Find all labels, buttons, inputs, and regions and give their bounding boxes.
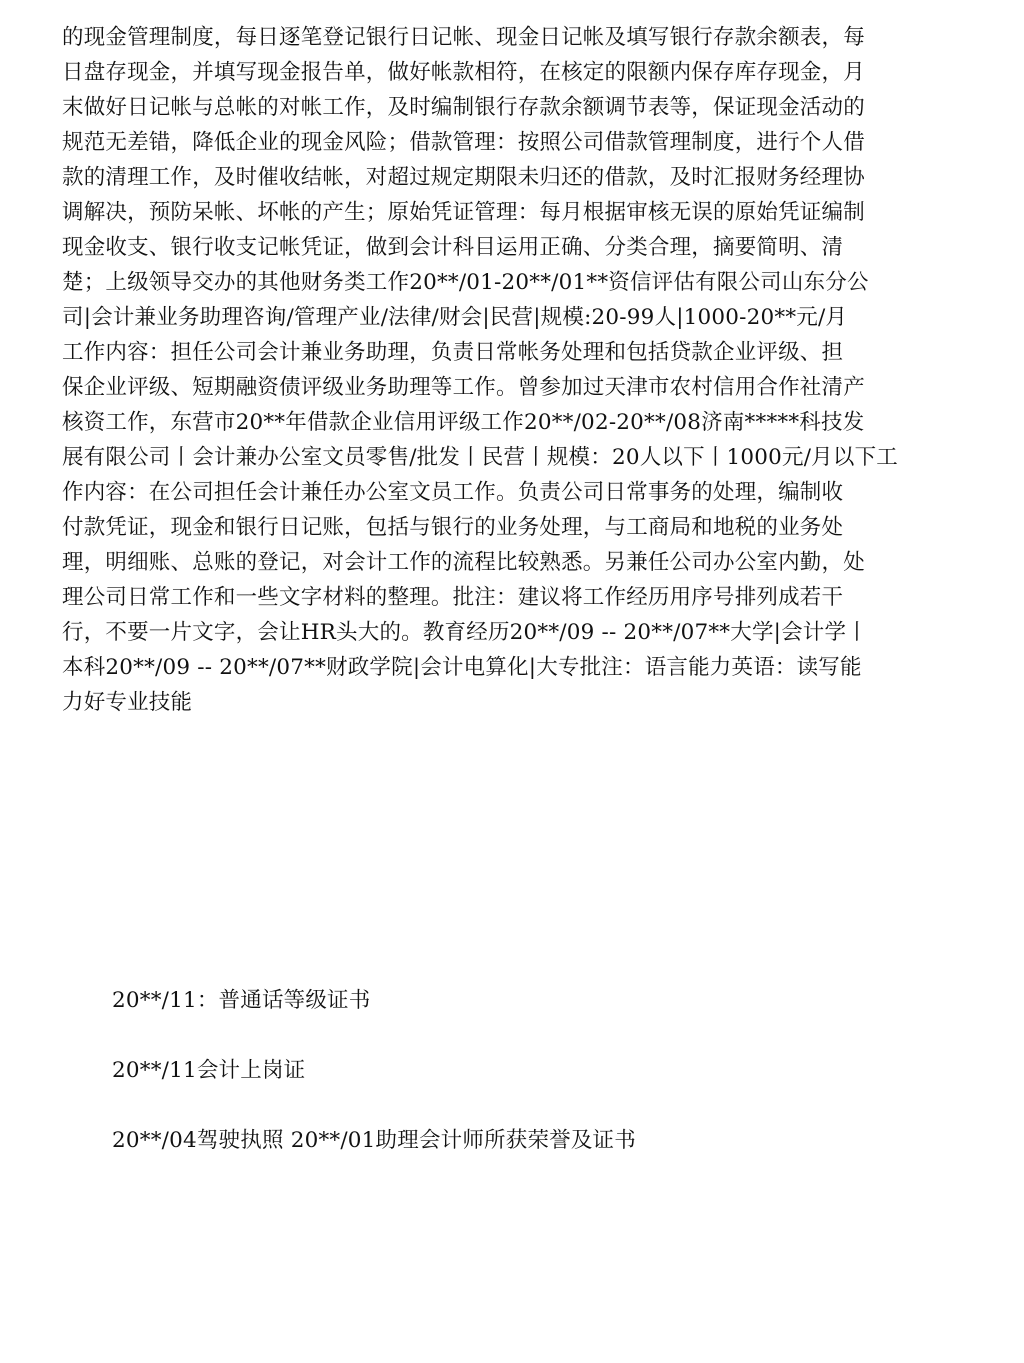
- body-line: 行，不要一片文字，会让HR头大的。教育经历20**/09 -- 20**/07**大学|会计学丨: [62, 620, 868, 645]
- body-line: 核资工作，东营市20**年借款企业信用评级工作20**/02-20**/08济南*****科技发: [62, 410, 865, 435]
- body-line: 现金收支、银行收支记帐凭证，做到会计科目运用正确、分类合理，摘要简明、清: [62, 235, 844, 260]
- certificate-item: 20**/11：普通话等级证书: [112, 988, 371, 1013]
- body-line: 的现金管理制度，每日逐笔登记银行日记帐、现金日记帐及填写银行存款余额表，每: [62, 25, 865, 50]
- body-paragraph: [62, 20, 962, 720]
- body-line: 展有限公司丨会计兼办公室文员零售/批发丨民营丨规模：20人以下丨1000元/月以下工: [62, 445, 898, 470]
- body-line: 本科20**/09 -- 20**/07**财政学院|会计电算化|大专批注：语言能力英语：读写能: [62, 655, 862, 680]
- body-line: 日盘存现金，并填写现金报告单，做好帐款相符，在核定的限额内保存库存现金，月: [62, 60, 865, 85]
- body-line: 理，明细账、总账的登记，对会计工作的流程比较熟悉。另兼任公司办公室内勤，处: [62, 550, 865, 575]
- body-line: 楚；上级领导交办的其他财务类工作20**/01-20**/01**资信评估有限公司山东分公: [62, 270, 869, 295]
- body-line: 款的清理工作，及时催收结帐，对超过规定期限未归还的借款，及时汇报财务经理协: [62, 165, 865, 190]
- body-line: 付款凭证，现金和银行日记账，包括与银行的业务处理，与工商局和地税的业务处: [62, 515, 844, 540]
- body-line: 末做好日记帐与总帐的对帐工作，及时编制银行存款余额调节表等，保证现金活动的: [62, 95, 865, 120]
- body-line: 作内容：在公司担任会计兼任办公室文员工作。负责公司日常事务的处理，编制收: [62, 480, 844, 505]
- certificate-item: 20**/11会计上岗证: [112, 1058, 306, 1083]
- body-line: 司|会计兼业务助理咨询/管理产业/法律/财会|民营|规模:20-99人|1000-20**元/月: [62, 305, 848, 330]
- body-line: 力好专业技能: [62, 690, 193, 715]
- body-line: 理公司日常工作和一些文字材料的整理。批注：建议将工作经历用序号排列成若干: [62, 585, 844, 610]
- body-line: 调解决，预防呆帐、坏帐的产生；原始凭证管理：每月根据审核无误的原始凭证编制: [62, 200, 865, 225]
- body-line: 工作内容：担任公司会计兼业务助理，负责日常帐务处理和包括贷款企业评级、担: [62, 340, 844, 365]
- certificate-list: [112, 983, 972, 1193]
- body-line: 规范无差错，降低企业的现金风险；借款管理：按照公司借款管理制度，进行个人借: [62, 130, 865, 155]
- body-line: 保企业评级、短期融资债评级业务助理等工作。曾参加过天津市农村信用合作社清产: [62, 375, 865, 400]
- certificate-item: 20**/04驾驶执照 20**/01助理会计师所获荣誉及证书: [112, 1128, 636, 1153]
